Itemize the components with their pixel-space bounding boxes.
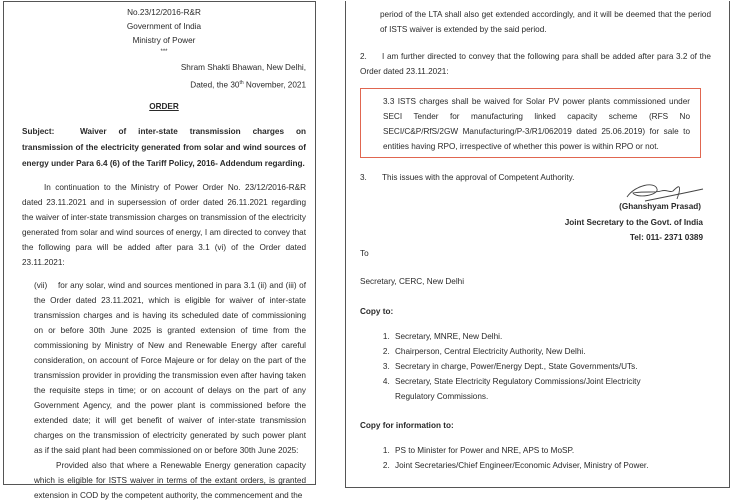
address: Shram Shakti Bhawan, New Delhi, <box>180 63 306 72</box>
proviso-paragraph: Provided also that where a Renewable Energy generation capacity which is eligible for ISTS waiver in terms of the extant orders, is granted extension in COD by the competent authority, the commencement and the <box>34 460 306 500</box>
date-suffix: November, 2021 <box>243 80 306 90</box>
file-number: No.23/12/2016-R&R <box>127 8 201 17</box>
clause-text: for any solar, wind and sources mentioned in para 3.1 (ii) and (iii) of the Order dated 23.11.2021, which is eligible for waiver of inter-state transmission charges and is having its scheduled date of commissioning on or before 30th June 2025 is granted extension of time from the commissioning by Ministry of New and Renewable Energy after careful consideration, on account of Force Majeure or for delay on the part of the transmission provider in providing the transmission even after having taken the requisite steps in time; or on account of delays on the part of any Government Agency, and the power plant is commissioned before the extended date; it will get benefit of waiver of inter-state transmission charges on the transmission of electricity generated by such power plant as if the said plant had been commissioned on or before 30th June 2025: <box>34 280 306 455</box>
order-page-1 <box>3 1 316 500</box>
list-item: 4. Secretary, State Electricity Regulatory Commissions/Joint Electricity Regulatory Commissions. <box>392 374 711 404</box>
to-recipient: Secretary, CERC, New Delhi <box>360 276 465 286</box>
copy-info-label: Copy for information to: <box>360 420 454 430</box>
continuation-paragraph: period of the LTA shall also get extended accordingly, and it will be deemed that the period of ISTS waiver is extended by the said period. <box>380 10 711 34</box>
para2-number: 2. <box>360 52 367 61</box>
order-date <box>22 76 306 93</box>
signatory-title: Joint Secretary to the Govt. of India <box>564 217 703 227</box>
separator: *** <box>160 49 168 55</box>
para3-text: This issues with the approval of Competent Authority. <box>382 173 575 182</box>
date-prefix: Dated, the 30 <box>190 80 240 90</box>
order-page-2 <box>345 1 730 488</box>
signature-area <box>360 185 711 199</box>
government-heading: Government of India <box>126 22 202 31</box>
copy-info-list <box>360 443 711 473</box>
highlighted-clause-3-3: 3.3 ISTS charges shall be waived for Solar PV power plants commissioned under SECI Tender for manufacturing linked capacity scheme (RFS No SECI/C&P/RfS/2GW Manufacturing/P-3/R1/062019 dated 25.06.2019) for sale to entities having RPO, irrespective of whether this power is within RPO or not. <box>383 97 690 151</box>
ministry-heading: Ministry of Power <box>132 36 196 45</box>
copy-to-label: Copy to: <box>360 306 394 316</box>
list-item: 2. Joint Secretaries/Chief Engineer/Economic Adviser, Ministry of Power. <box>392 458 711 473</box>
order-title: ORDER <box>149 101 179 111</box>
para3-number: 3. <box>360 173 367 182</box>
list-item: 1. Secretary, MNRE, New Delhi. <box>392 329 711 344</box>
subject-text: Waiver of inter-state transmission charges on transmission of the electricity generated from solar and wind sources of energy under Para 6.4 (6) of the Tariff Policy, 2016- Addendum regarding. <box>22 126 306 168</box>
signature-icon <box>615 179 705 205</box>
list-item: 3. Secretary in charge, Power/Energy Dept., State Governments/UTs. <box>392 359 711 374</box>
clause-vii <box>22 278 306 458</box>
signatory-name: (Ghanshyam Prasad) <box>619 202 701 211</box>
to-label: To <box>360 248 369 258</box>
para2-text: I am further directed to convey that the following para shall be added after para 3.2 of the Order dated 23.11.2021: <box>360 52 711 76</box>
subject <box>22 124 306 172</box>
clause-label: (vii) <box>34 280 48 290</box>
list-item: 1. PS to Minister for Power and NRE, APS to MoSP. <box>392 443 711 458</box>
date-sup: th <box>239 79 244 86</box>
signatory-phone: Tel: 011- 2371 0389 <box>629 233 703 242</box>
copy-to-list <box>360 329 711 404</box>
intro-paragraph: In continuation to the Ministry of Power Order No. 23/12/2016-R&R dated 23.11.2021 and in supersession of order dated 26.11.2021 regarding the waiver of inter-state transmission charges on transmission of the electricity generated from solar and wind sources of energy, I am directed to convey that the following para will be added after para 3.1 (vi) of the Order dated 23.11.2021: <box>22 182 306 267</box>
subject-label: Subject: <box>22 126 55 136</box>
paragraph-2 <box>360 49 711 79</box>
list-item: 2. Chairperson, Central Electricity Authority, New Delhi. <box>392 344 711 359</box>
highlighted-clause-box <box>360 88 701 158</box>
